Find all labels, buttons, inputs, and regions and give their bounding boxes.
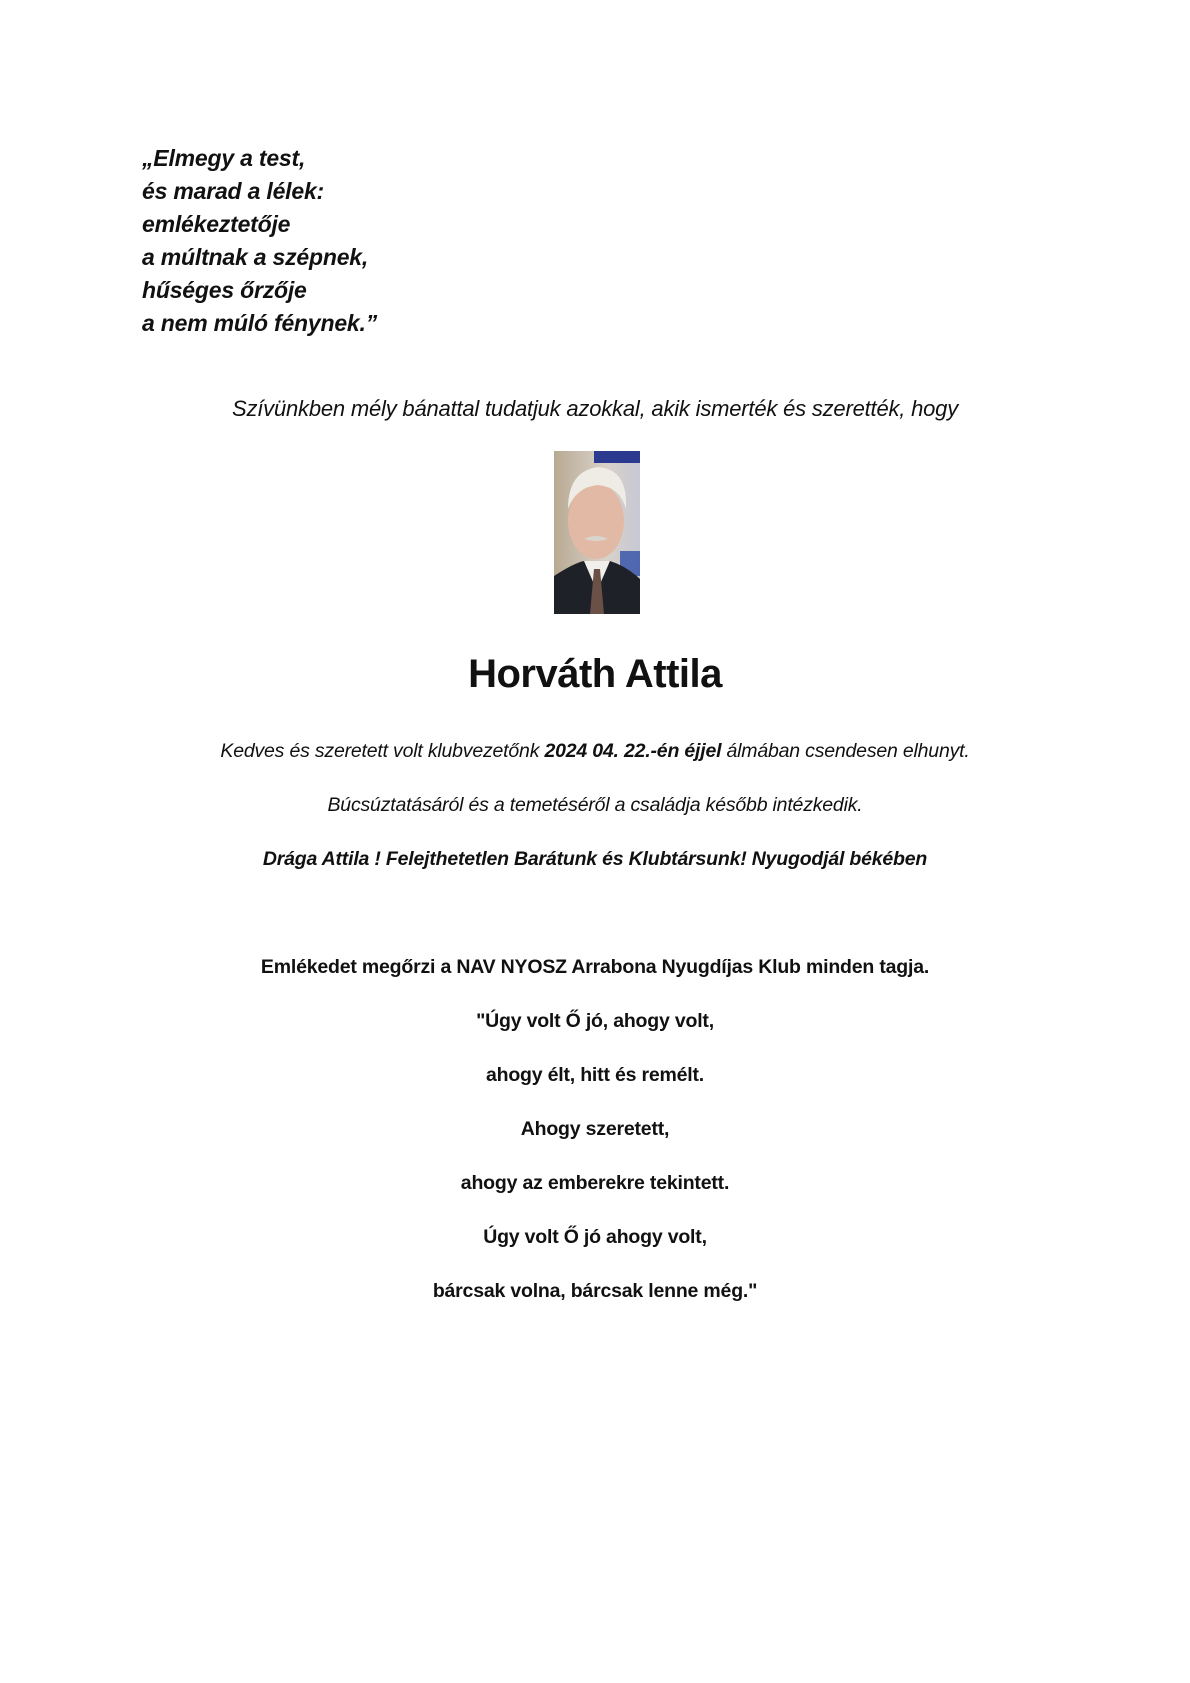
poem-line: és marad a lélek: — [142, 178, 324, 204]
poem-line: emlékeztetője — [142, 211, 291, 237]
closing-poem-line: Ahogy szeretett, — [520, 1118, 670, 1140]
closing-poem-line: ahogy az emberekre tekintett. — [460, 1172, 730, 1194]
poem-line: „Elmegy a test, — [142, 145, 306, 171]
portrait-image — [554, 451, 640, 614]
closing-poem-line: Úgy volt Ő jó ahogy volt, — [483, 1226, 707, 1248]
closing-poem-line: ahogy élt, hitt és remélt. — [485, 1064, 705, 1086]
portrait-photo — [554, 451, 640, 614]
announcement — [0, 740, 1190, 763]
farewell-text: Drága Attila ! Felejthetetlen Barátunk és Klubtársunk! Nyugodjál békében — [262, 848, 928, 870]
closing-poem-line: bárcsak volna, bárcsak lenne még." — [432, 1280, 758, 1302]
deceased-name: Horváth Attila — [468, 652, 722, 696]
poem-line: a múltnak a szépnek, — [142, 244, 369, 270]
announcement-suffix: álmában csendesen elhunyt. — [721, 740, 970, 762]
club-memorial: Emlékedet megőrzi a NAV NYOSZ Arrabona Nyugdíjas Klub minden tagja. — [260, 956, 930, 978]
poem-line: hűséges őrzője — [142, 277, 307, 303]
closing-poem-line: "Úgy volt Ő jó, ahogy volt, — [476, 1010, 714, 1032]
opening-poem — [142, 142, 377, 340]
poem-line: a nem múló fénynek.” — [142, 310, 378, 336]
announcement-prefix: Kedves és szeretett volt klubvezetőnk — [220, 740, 545, 762]
death-date: 2024 04. 22.-én éjjel — [544, 740, 722, 762]
funeral-note: Búcsúztatásáról és a temetéséről a családja később intézkedik. — [327, 794, 863, 816]
intro-text: Szívünkben mély bánattal tudatjuk azokkal, akik ismerték és szerették, hogy — [231, 396, 959, 421]
